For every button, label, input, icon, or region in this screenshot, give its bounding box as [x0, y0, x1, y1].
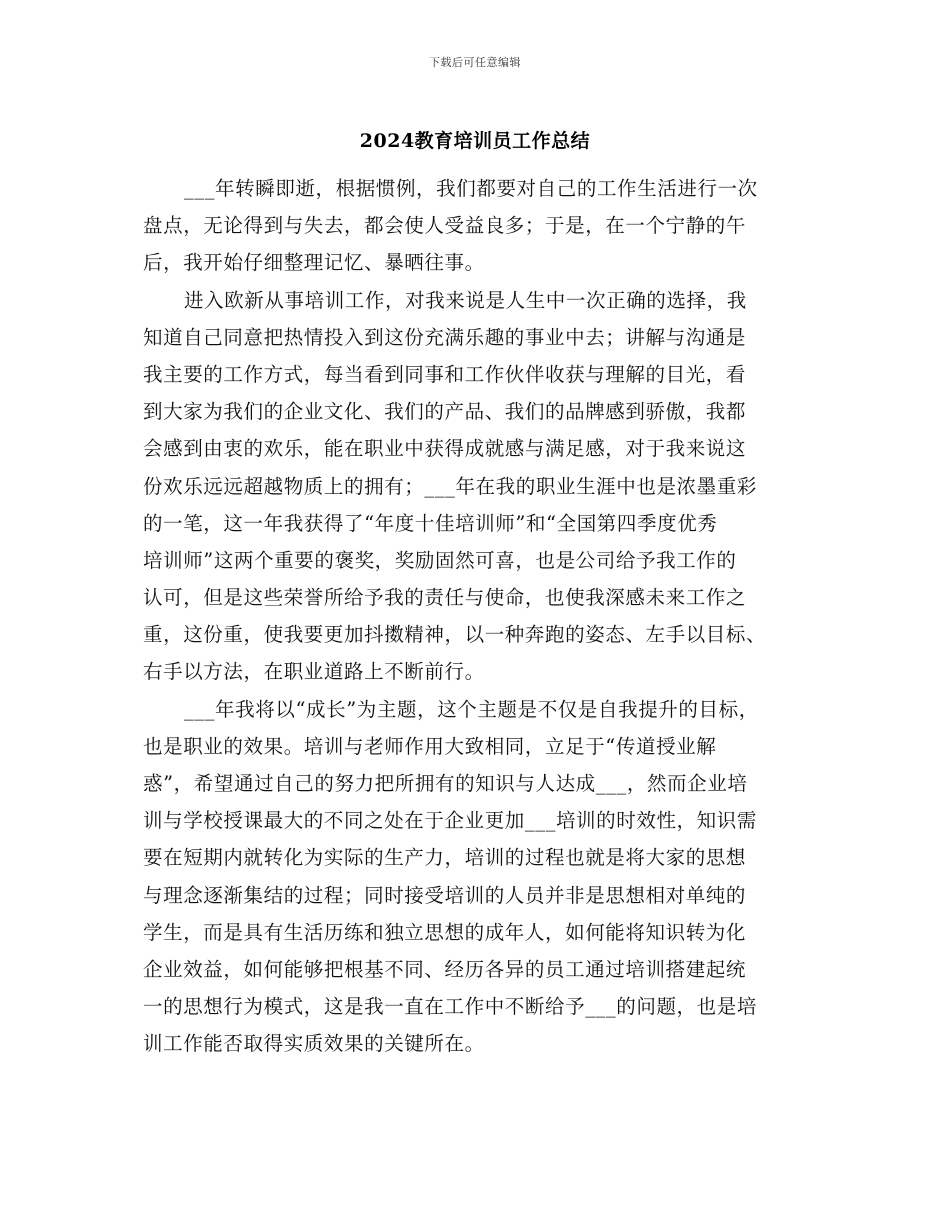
text-line: 要在短期内就转化为实际的生产力，培训的过程也就是将大家的思想	[143, 846, 747, 870]
paragraph-3	[143, 691, 811, 1063]
text-line: 进入欧新从事培训工作，对我来说是人生中一次正确的选择，我	[184, 288, 747, 312]
text-line: 培训师”这两个重要的褒奖，奖励固然可喜，也是公司给予我工作的	[143, 548, 737, 572]
text-line: ___年转瞬即逝，根据惯例，我们都要对自己的工作生活进行一次	[184, 177, 758, 200]
text-line: 也是职业的效果。培训与老师作用大致相同，立足于“传道授业解	[143, 734, 717, 758]
text-line: 训与学校授课最大的不同之处在于企业更加___培训的时效性，知识需	[143, 809, 757, 833]
document-title: 2024教育培训员工作总结	[359, 130, 591, 152]
page-header-note: 下载后可任意编辑	[429, 56, 521, 69]
text-line: 右手以方法，在职业道路上不断前行。	[143, 660, 485, 684]
text-line: 会感到由衷的欢乐，能在职业中获得成就感与满足感，对于我来说这	[143, 437, 747, 461]
text-line: ___年我将以“成长”为主题，这个主题是不仅是自我提升的目标，	[184, 697, 759, 721]
text-line: 认可，但是这些荣誉所给予我的责任与使命，也使我深感未来工作之	[143, 586, 747, 610]
text-line: 我主要的工作方式，每当看到同事和工作伙伴收获与理解的目光，看	[143, 362, 747, 386]
paragraph-1	[143, 170, 811, 282]
document-body	[143, 170, 811, 1063]
text-line: 后，我开始仔细整理记忆、暴晒往事。	[143, 251, 485, 275]
text-line: 到大家为我们的企业文化、我们的产品、我们的品牌感到骄傲，我都	[143, 400, 747, 424]
text-line: 盘点，无论得到与失去，都会使人受益良多；于是，在一个宁静的午	[143, 214, 747, 238]
text-line: 企业效益，如何能够把根基不同、经历各异的员工通过培训搭建起统	[143, 957, 747, 981]
text-line: 一的思想行为模式，这是我一直在工作中不断给予___的问题，也是培	[143, 995, 757, 1019]
text-line: 重，这份重，使我要更加抖擞精神，以一种奔跑的姿态、左手以目标、	[143, 623, 767, 647]
text-line: 惑”，希望通过自己的努力把所拥有的知识与人达成___，然而企业培	[143, 772, 748, 795]
text-line: 知道自己同意把热情投入到这份充满乐趣的事业中去；讲解与沟通是	[143, 325, 747, 349]
text-line: 的一笔，这一年我获得了“年度十佳培训师”和“全国第四季度优秀	[143, 511, 718, 535]
text-line: 与理念逐渐集结的过程；同时接受培训的人员并非是思想相对单纯的	[143, 883, 747, 907]
paragraph-2	[143, 282, 811, 691]
text-line: 份欢乐远远超越物质上的拥有；___年在我的职业生涯中也是浓墨重彩	[143, 474, 757, 498]
text-line: 训工作能否取得实质效果的关键所在。	[143, 1032, 485, 1056]
text-line: 学生，而是具有生活历练和独立思想的成年人，如何能将知识转为化	[143, 920, 747, 944]
